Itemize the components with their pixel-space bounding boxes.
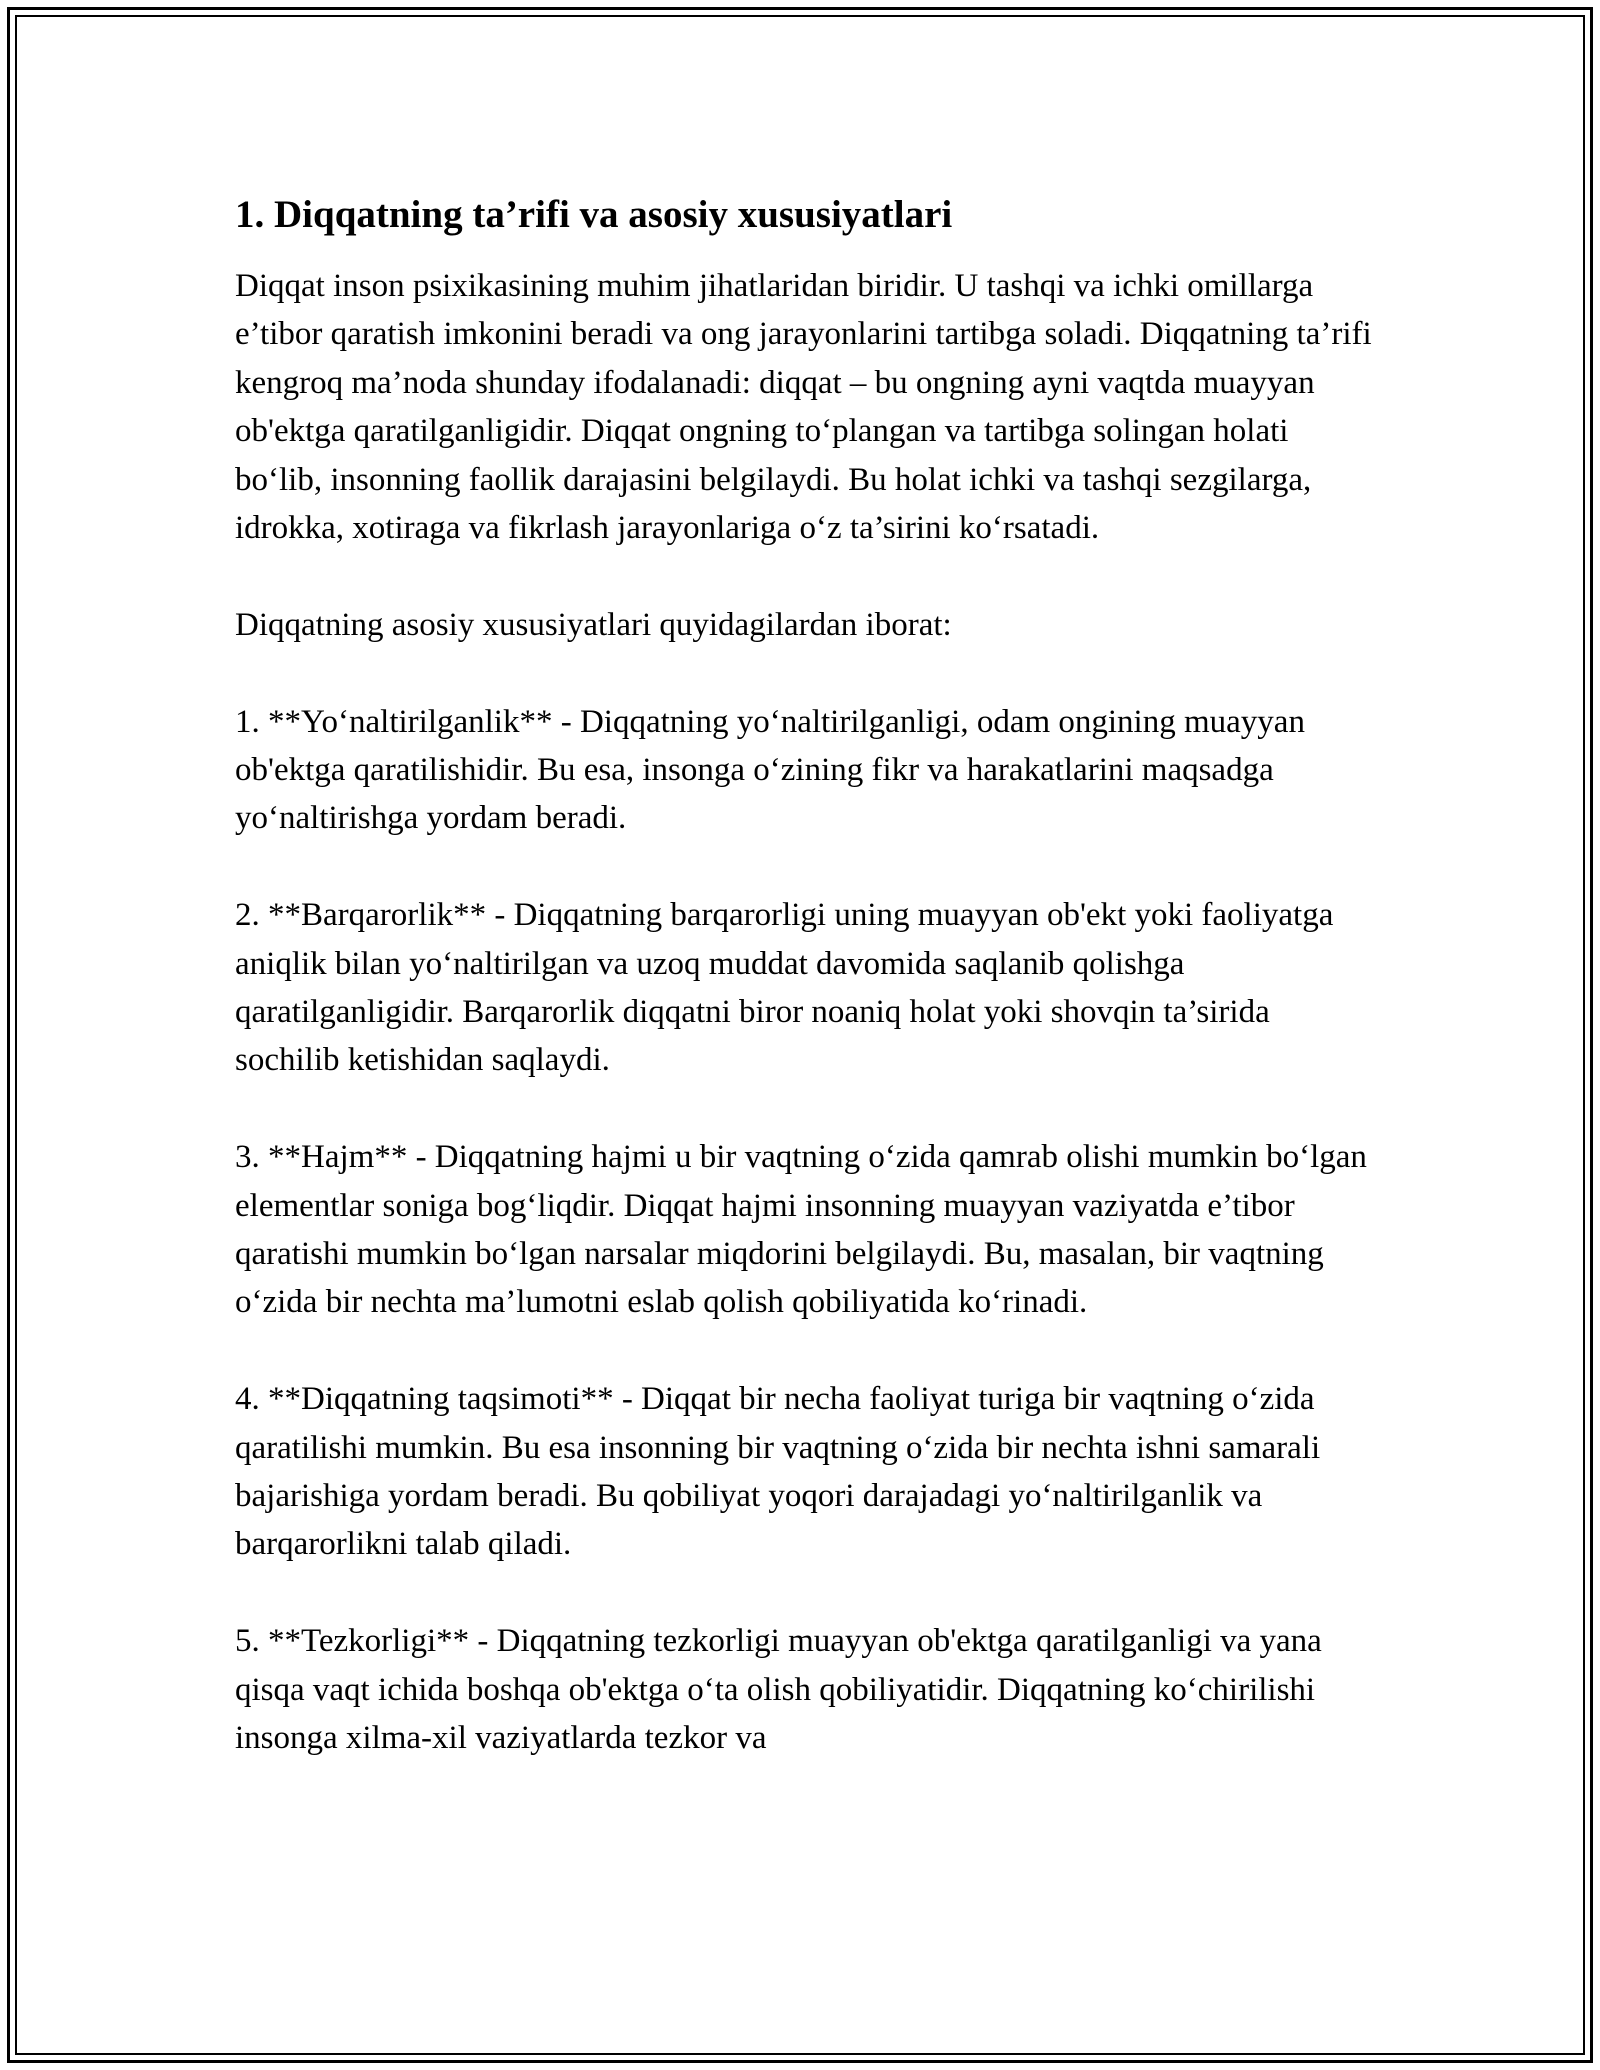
list-item-5: 5. **Tezkorligi** - Diqqatning tezkorligi muayyan ob'ektga qaratilganligi va yana qisqa vaqt ichida boshqa ob'ektga o‘ta olish qobiliyatidir. Diqqatning ko‘chirilishi insonga xilma-xil vaziyatlarda tezkor va: [235, 1623, 1322, 1757]
section-title: 1. Diqqatning ta’rifi va asosiy xususiyatlari: [235, 193, 953, 236]
document-body: [235, 190, 1375, 1763]
list-item-3: 3. **Hajm** - Diqqatning hajmi u bir vaqtning o‘zida qamrab olishi mumkin bo‘lgan elementlar soniga bog‘liqdir. Diqqat hajmi insonning muayyan vaziyatda e’tibor qaratishi mumkin bo‘lgan narsalar miqdorini belgilaydi. Bu, masalan, bir vaqtning o‘zida bir nechta ma’lumotni eslab qolish qobiliyatida ko‘rinadi.: [235, 1139, 1367, 1321]
intro-paragraph: Diqqat inson psixikasining muhim jihatlaridan biridir. U tashqi va ichki omillarga e’tibor qaratish imkonini beradi va ong jarayonlarini tartibga soladi. Diqqatning ta’rifi kengroq ma’noda shunday ifodalanadi: diqqat – bu ongning ayni vaqtda muayyan ob'ektga qaratilganligidir. Diqqat ongning to‘plangan va tartibga solingan holati bo‘lib, insonning faollik darajasini belgilaydi. Bu holat ichki va tashqi sezgilarga, idrokka, xotiraga va fikrlash jarayonlariga o‘z ta’sirini ko‘rsatadi.: [235, 268, 1372, 547]
list-item-2: 2. **Barqarorlik** - Diqqatning barqarorligi uning muayyan ob'ekt yoki faoliyatga aniqlik bilan yo‘naltirilgan va uzoq muddat davomida saqlanib qolishga qaratilganligidir. Barqarorlik diqqatni biror noaniq holat yoki shovqin ta’sirida sochilib ketishidan saqlaydi.: [235, 897, 1334, 1079]
list-item-4: 4. **Diqqatning taqsimoti** - Diqqat bir necha faoliyat turiga bir vaqtning o‘zida qaratilishi mumkin. Bu esa insonning bir vaqtning o‘zida bir nechta ishni samarali bajarishiga yordam beradi. Bu qobiliyat yoqori darajadagi yo‘naltirilganlik va barqarorlikni talab qiladi.: [235, 1381, 1321, 1563]
list-item-1: 1. **Yo‘naltirilganlik** - Diqqatning yo‘naltirilganligi, odam ongining muayyan ob'ektga qaratilishidir. Bu esa, insonga o‘zining fikr va harakatlarini maqsadga yo‘naltirishga yordam beradi.: [235, 703, 1305, 837]
list-intro: Diqqatning asosiy xususiyatlari quyidagilardan iborat:: [235, 606, 952, 643]
